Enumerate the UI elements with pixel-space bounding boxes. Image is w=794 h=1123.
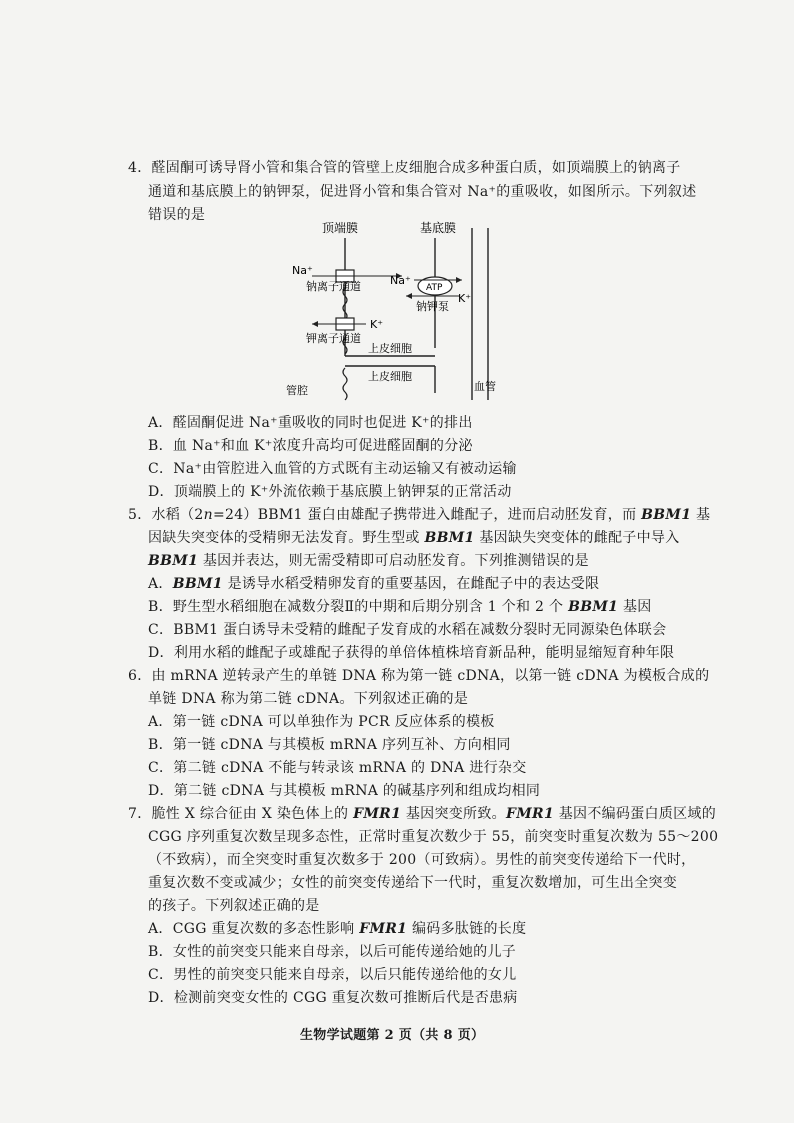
q7-stem-line-2: CGG 序列重复次数呈现多态性，正常时重复次数少于 55，前突变时重复次数为 55～200 (148, 829, 719, 845)
vessel-label: 血管 (474, 380, 496, 393)
epithelial-cell-label-1: 上皮细胞 (368, 342, 412, 355)
q6-stem-line-2: 单链 DNA 称为第二链 cDNA。下列叙述正确的是 (148, 691, 469, 707)
k-channel-label: 钾离子通道 (306, 332, 361, 345)
q6-option-c: C．第二链 cDNA 不能与转录该 mRNA 的 DNA 进行杂交 (148, 760, 527, 776)
pump-label: 钠钾泵 (416, 300, 449, 313)
q4-option-d: D．顶端膜上的 K⁺外流依赖于基底膜上钠钾泵的正常活动 (148, 484, 512, 500)
q5-stem-line-3: BBM1 基因并表达，则无需受精即可启动胚发育。下列推测错误的是 (148, 553, 589, 569)
q4-option-c: C．Na⁺由管腔进入血管的方式既有主动运输又有被动运输 (148, 461, 517, 477)
q5-option-c: C．BBM1 蛋白诱导未受精的雌配子发育成的水稻在减数分裂时无同源染色体联会 (148, 622, 667, 638)
q4-option-b: B．血 Na⁺和血 K⁺浓度升高均可促进醛固酮的分泌 (148, 438, 473, 454)
q4-stem-line-1: 4．醛固酮可诱导肾小管和集合管的管壁上皮细胞合成多种蛋白质，如顶端膜上的钠离子 (128, 160, 681, 176)
q7-option-b: B．女性的前突变只能来自母亲，以后可能传递给她的儿子 (148, 944, 517, 960)
apical-membrane-label: 顶端膜 (322, 221, 359, 235)
q4-stem-line-3: 错误的是 (148, 207, 206, 223)
q4-stem-line-2: 通道和基底膜上的钠钾泵，促进肾小管和集合管对 Na⁺的重吸收，如图所示。下列叙述 (148, 184, 697, 200)
q6-stem-line-1: 6．由 mRNA 逆转录产生的单链 DNA 称为第一链 cDNA，以第一链 cDNA 为模板合成的 (128, 668, 710, 684)
lumen-label: 管腔 (286, 384, 308, 397)
q5-option-b: B．野生型水稻细胞在减数分裂Ⅱ的中期和后期分别含 1 个和 2 个 BBM1 基因 (148, 599, 652, 615)
q7-stem-line-1: 7．脆性 X 综合征由 X 染色体上的 FMR1 基因突变所致。FMR1 基因不编码蛋白质区域的 (128, 806, 717, 822)
page-footer: 生物学试题第 2 页（共 8 页） (300, 1028, 485, 1043)
q6-option-b: B．第一链 cDNA 与其模板 mRNA 序列互补、方向相同 (148, 737, 511, 753)
na-right-label: Na⁺ (390, 274, 411, 287)
q5-stem-line-2: 因缺失突变体的受精卵无法发育。野生型或 BBM1 基因缺失突变体的雌配子中导入 (148, 530, 680, 546)
basal-membrane-label: 基底膜 (420, 221, 457, 235)
na-channel-label: 钠离子通道 (306, 280, 361, 293)
q5-option-d: D．利用水稻的雌配子或雄配子获得的单倍体植株培育新品种，能明显缩短育种年限 (148, 645, 675, 661)
q4-option-a: A．醛固酮促进 Na⁺重吸收的同时也促进 K⁺的排出 (148, 415, 473, 431)
atp-label: ATP (426, 283, 443, 293)
q6-option-a: A．第一链 cDNA 可以单独作为 PCR 反应体系的模板 (148, 714, 495, 730)
na-left-label: Na⁺ (292, 264, 313, 277)
q7-option-a: A．CGG 重复次数的多态性影响 FMR1 编码多肽链的长度 (148, 921, 527, 937)
k-right-label: K⁺ (458, 292, 472, 305)
q5-stem-line-1: 5．水稻（2n=24）BBM1 蛋白由雄配子携带进入雌配子，进而启动胚发育，而 BBM1 基 (128, 507, 711, 523)
q5-option-a: A．BBM1 是诱导水稻受精卵发育的重要基因，在雌配子中的表达受限 (148, 576, 600, 592)
q7-stem-line-3: （不致病），而全突变时重复次数多于 200（可致病）。男性的前突变传递给下一代时， (148, 852, 696, 868)
q7-stem-line-4: 重复次数不变或减少；女性的前突变传递给下一代时，重复次数增加，可生出全突变 (148, 875, 678, 891)
k-mid-label: K⁺ (370, 318, 384, 331)
q7-option-d: D．检测前突变女性的 CGG 重复次数可推断后代是否患病 (148, 990, 518, 1006)
renal-tubule-diagram (282, 218, 522, 406)
q7-option-c: C．男性的前突变只能来自母亲，以后只能传递给他的女儿 (148, 967, 517, 983)
q6-option-d: D．第二链 cDNA 与其模板 mRNA 的碱基序列和组成均相同 (148, 783, 541, 799)
epithelial-cell-label-2: 上皮细胞 (368, 370, 412, 383)
q7-stem-line-5: 的孩子。下列叙述正确的是 (148, 898, 320, 914)
